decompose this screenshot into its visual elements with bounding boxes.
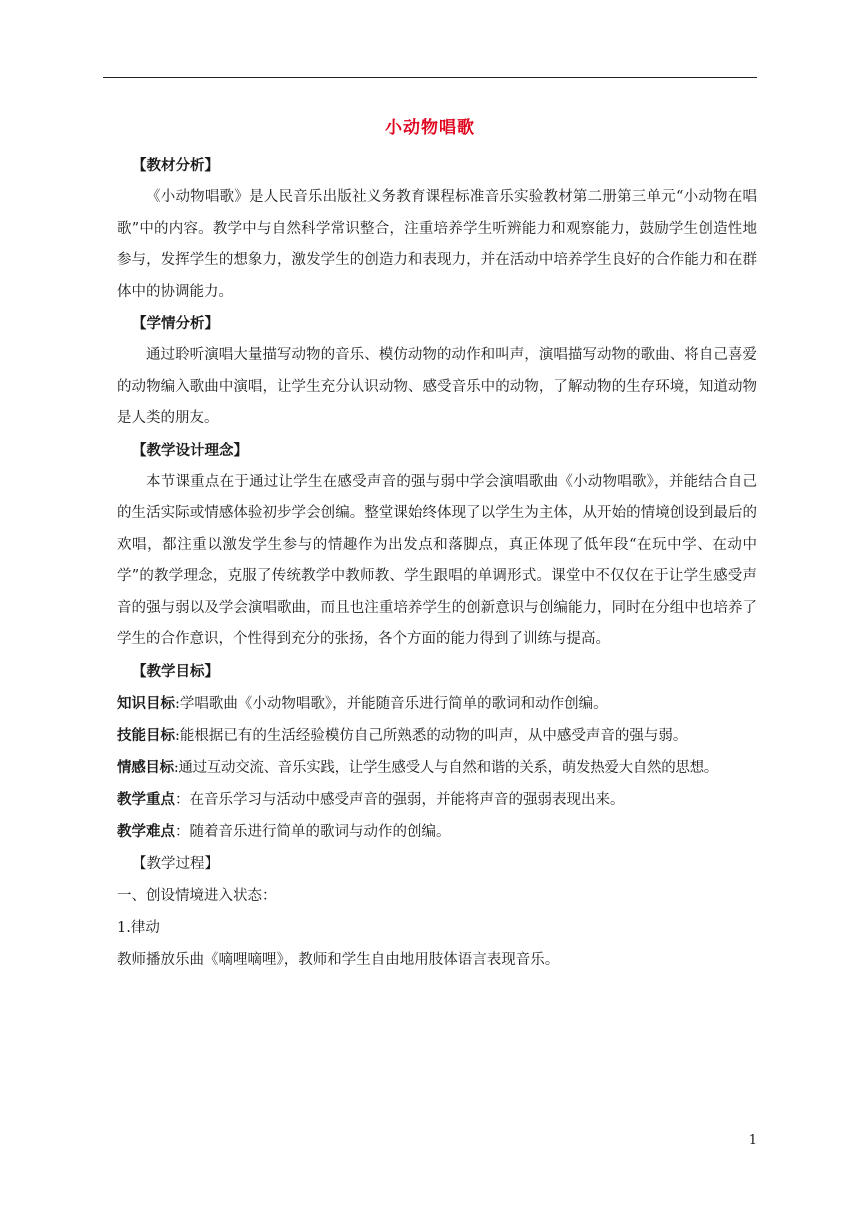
header-rule: [103, 77, 757, 78]
teaching-difficulty-label: 教学难点: [117, 822, 175, 840]
heading-student-analysis: 【学情分析】: [132, 315, 219, 332]
teaching-key-point-text: ：在音乐学习与活动中感受声音的强弱，并能将声音的强弱表现出来。: [175, 791, 625, 808]
goal-emotion-text: :通过互动交流、音乐实践，让学生感受人与自然和谐的关系，萌发热爱大自然的思想。: [173, 759, 718, 776]
goal-skill-text: :能根据已有的生活经验模仿自己所熟悉的动物的叫声，从中感受声音的强与弱。: [175, 727, 688, 744]
teaching-key-point: [117, 784, 757, 816]
heading-design-concept: 【教学设计理念】: [132, 441, 248, 459]
heading-materials-analysis: 【教材分析】: [132, 157, 219, 174]
goal-skill-label: 技能目标: [117, 726, 175, 744]
goal-emotion: [117, 752, 757, 784]
process-step-1: 一、创设情境进入状态：: [117, 887, 277, 904]
process-item-1-text: 教师播放乐曲《嘀哩嘀哩》，教师和学生自由地用肢体语言表现音乐。: [117, 951, 560, 968]
goal-knowledge: [117, 688, 757, 720]
process-item-1: 1.律动: [117, 919, 160, 936]
goal-emotion-label: 情感目标: [117, 758, 174, 776]
document-title: 小动物唱歌: [385, 118, 475, 138]
goal-knowledge-label: 知识目标: [117, 694, 175, 712]
document-body: [117, 150, 757, 976]
paragraph-design-concept: 本节课重点在于通过让学生在感受声音的强与弱中学会演唱歌曲《小动物唱歌》，并能结合自己的生活实际或情感体验初步学会创编。整堂课始终体现了以学生为主体，从开始的情境创设到最后的欢唱，都注重以激发学生参与的情趣作为出发点和落脚点，真正体现了低年段“在玩中学、在动中学”的教学理念，克服了传统教学中教师教、学生跟唱的单调形式。课堂中不仅仅在于让学生感受声音的强与弱以及学会演唱歌曲，而且也注重培养学生的创新意识与创编能力，同时在分组中也培养了学生的合作意识，个性得到充分的张扬，各个方面的能力得到了训练与提高。: [117, 473, 757, 647]
teaching-difficulty-text: ：随着音乐进行简单的歌词与动作的创编。: [175, 823, 451, 840]
paragraph-student-analysis: 通过聆听演唱大量描写动物的音乐、模仿动物的动作和叫声，演唱描写动物的歌曲、将自己喜爱的动物编入歌曲中演唱，让学生充分认识动物、感受音乐中的动物，了解动物的生存环境，知道动物是人类的朋友。: [117, 347, 757, 426]
teaching-key-point-label: 教学重点: [117, 790, 175, 808]
heading-teaching-goals: 【教学目标】: [132, 662, 219, 680]
goal-knowledge-text: :学唱歌曲《小动物唱歌》，并能随音乐进行简单的歌词和动作创编。: [175, 695, 608, 712]
paragraph-materials-analysis: 《小动物唱歌》是人民音乐出版社义务教育课程标准音乐实验教材第二册第三单元“小动物在唱歌”中的内容。教学中与自然科学常识整合，注重培养学生听辨能力和观察能力，鼓励学生创造性地参与，发挥学生的想象力，激发学生的创造力和表现力，并在活动中培养学生良好的合作能力和在群体中的协调能力。: [117, 189, 757, 300]
page-number: 1: [748, 1133, 757, 1148]
heading-teaching-process: 【教学过程】: [132, 855, 219, 872]
teaching-difficulty: [117, 816, 757, 848]
goal-skill: [117, 720, 757, 752]
